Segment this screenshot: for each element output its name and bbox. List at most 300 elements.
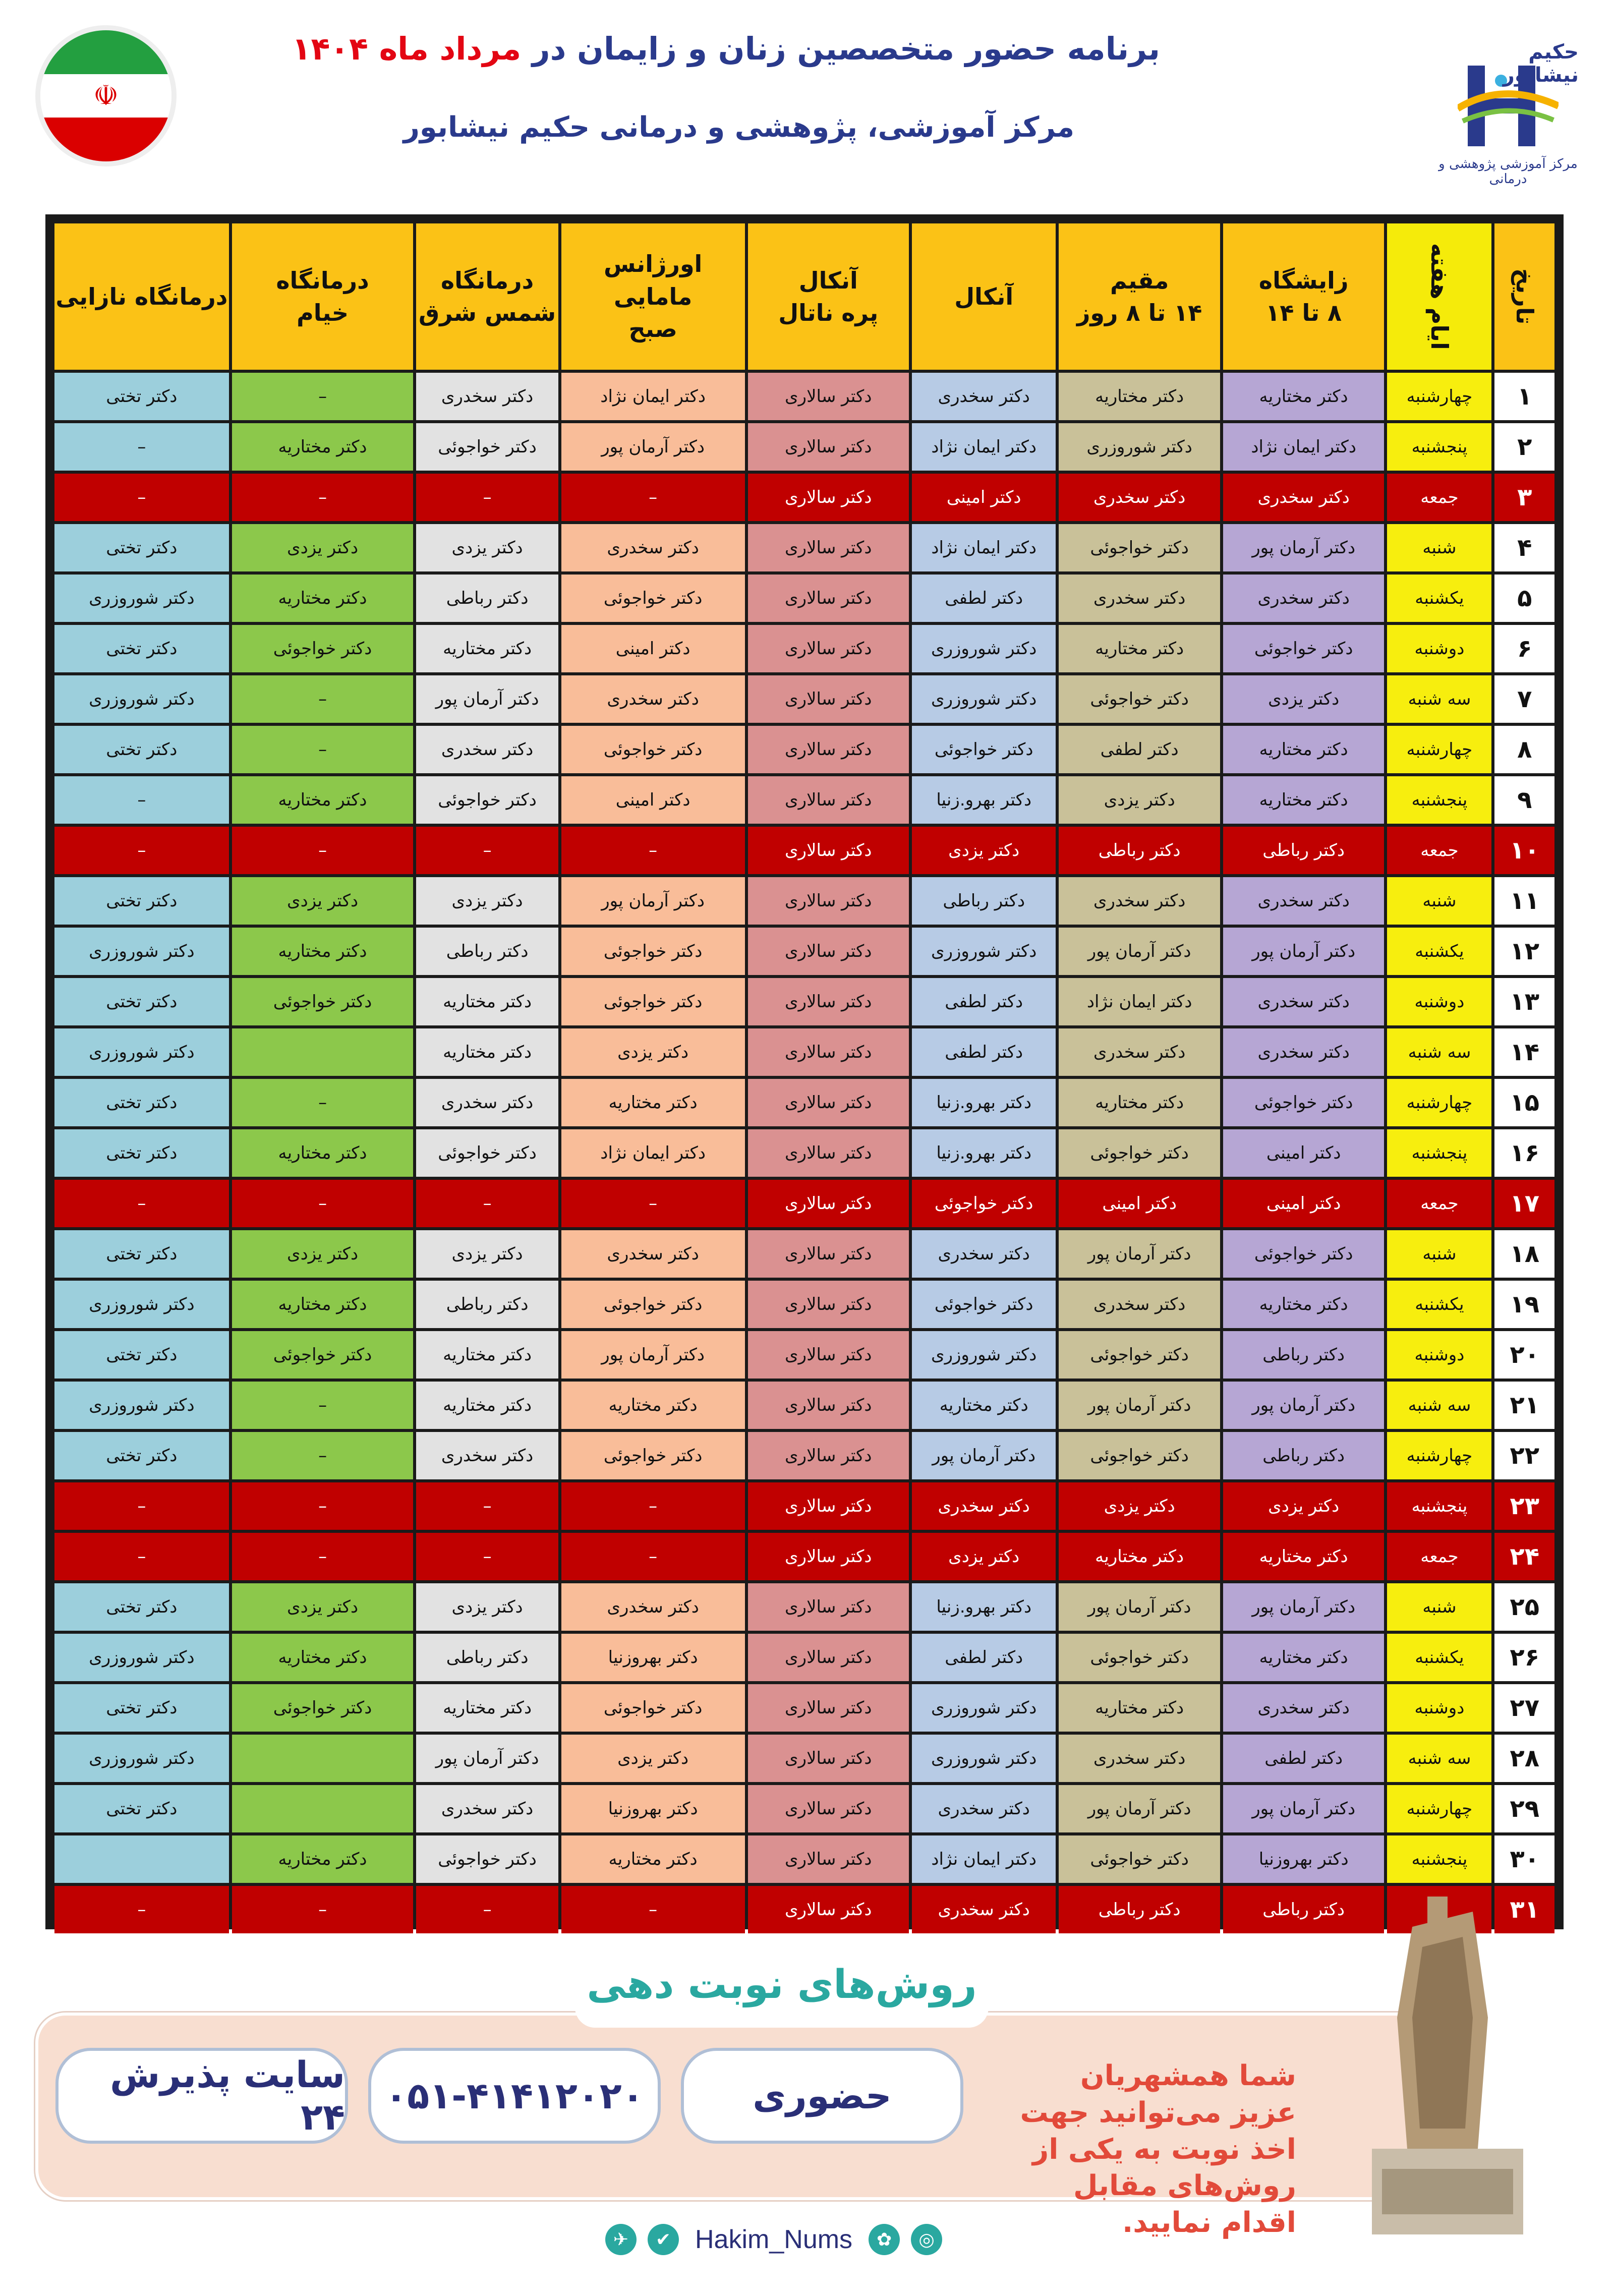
cell-naz: دکتر تختی	[54, 726, 229, 773]
cell-day: یکشنبه	[1387, 1281, 1491, 1328]
table-row	[54, 1028, 1554, 1076]
cell-khay: دکتر یزدی	[232, 1583, 414, 1631]
column-header-naz	[54, 223, 229, 370]
column-header-ank	[912, 223, 1056, 370]
cell-mog: دکتر خواجوئی	[1059, 1634, 1220, 1681]
cell-zay: دکتر آرمان پور	[1223, 1785, 1385, 1832]
cell-khay: دکتر مختاریه	[232, 1281, 414, 1328]
page-subtitle: مرکز آموزشی، پژوهشی و درمانی حکیم نیشابور	[403, 111, 1074, 144]
cell-day: دوشنبه	[1387, 978, 1491, 1025]
cell-pere: دکتر سالاری	[748, 575, 909, 622]
cell-day: پنجشنبه	[1387, 423, 1491, 471]
cell-khay: –	[232, 1533, 414, 1580]
cell-naz: دکتر شوروزری	[54, 675, 229, 723]
table-row	[54, 1079, 1554, 1126]
cell-zay: دکتر مختاریه	[1223, 1634, 1385, 1681]
title-prefix: برنامه حضور متخصصین زنان و زایمان در	[532, 30, 1160, 67]
cell-khay: دکتر یزدی	[232, 877, 414, 925]
column-header-sublabel: صبح	[628, 315, 677, 343]
cell-pere: دکتر سالاری	[748, 474, 909, 521]
cell-mog: دکتر شوروزری	[1059, 423, 1220, 471]
cell-mog: دکتر آرمان پور	[1059, 928, 1220, 975]
cell-urg: دکتر بهروزنیا	[561, 1785, 745, 1832]
table-row	[54, 1785, 1554, 1832]
column-header-sublabel: خیام	[297, 299, 349, 326]
column-header-mog	[1059, 223, 1220, 370]
cell-num: ۲۷	[1494, 1684, 1554, 1732]
table-row	[54, 1886, 1554, 1933]
cell-zay: دکتر مختاریه	[1223, 776, 1385, 824]
cell-urg: –	[561, 474, 745, 521]
in-person-button[interactable]: حضوری	[681, 2048, 963, 2144]
cell-ank: دکتر رباطی	[912, 877, 1056, 925]
cell-urg: دکتر آرمان پور	[561, 877, 745, 925]
cell-khay: دکتر مختاریه	[232, 575, 414, 622]
cell-ank: دکتر آرمان پور	[912, 1432, 1056, 1479]
phone-button[interactable]: ۰۵۱-۴۱۴۱۲۰۲۰	[368, 2048, 661, 2144]
table-row	[54, 675, 1554, 723]
cell-num: ۷	[1494, 675, 1554, 723]
cell-zay: دکتر سخدری	[1223, 474, 1385, 521]
cell-naz: دکتر تختی	[54, 625, 229, 672]
cell-num: ۶	[1494, 625, 1554, 672]
cell-khay: دکتر خواجوئی	[232, 1684, 414, 1732]
cell-pere: دکتر سالاری	[748, 524, 909, 571]
cell-zay: دکتر رباطی	[1223, 1886, 1385, 1933]
cell-urg: دکتر سخدری	[561, 524, 745, 571]
cell-pere: دکتر سالاری	[748, 1180, 909, 1227]
cell-khay: –	[232, 675, 414, 723]
cell-day: چهارشنبه	[1387, 1432, 1491, 1479]
cell-mog: دکتر رباطی	[1059, 827, 1220, 874]
cell-ank: دکتر سخدری	[912, 373, 1056, 420]
cell-urg: دکتر خواجوئی	[561, 575, 745, 622]
cell-pere: دکتر سالاری	[748, 978, 909, 1025]
cell-sham: دکتر مختاریه	[416, 978, 558, 1025]
cell-ank: دکتر ایمان نژاد	[912, 1835, 1056, 1883]
cell-pere: دکتر سالاری	[748, 1482, 909, 1530]
cell-num: ۱۹	[1494, 1281, 1554, 1328]
cell-mog: دکتر آرمان پور	[1059, 1785, 1220, 1832]
table-row	[54, 928, 1554, 975]
cell-khay: دکتر مختاریه	[232, 1634, 414, 1681]
cell-day: سه شنبه	[1387, 1028, 1491, 1076]
cell-sham: دکتر مختاریه	[416, 1028, 558, 1076]
cell-pere: دکتر سالاری	[748, 877, 909, 925]
cell-day: پنجشنبه	[1387, 1482, 1491, 1530]
table-row	[54, 1281, 1554, 1328]
cell-mog: دکتر خواجوئی	[1059, 524, 1220, 571]
table-header-row	[54, 223, 1554, 370]
cell-zay: دکتر آرمان پور	[1223, 524, 1385, 571]
cell-ank: دکتر یزدی	[912, 827, 1056, 874]
cell-pere: دکتر سالاری	[748, 726, 909, 773]
cell-mog: دکتر خواجوئی	[1059, 1331, 1220, 1379]
cell-naz: دکتر تختی	[54, 1785, 229, 1832]
column-header-day	[1387, 223, 1491, 370]
cell-ank: دکتر سخدری	[912, 1482, 1056, 1530]
cell-pere: دکتر سالاری	[748, 1735, 909, 1782]
cell-mog: دکتر رباطی	[1059, 1886, 1220, 1933]
cell-zay: دکتر سخدری	[1223, 1684, 1385, 1732]
cell-khay: –	[232, 726, 414, 773]
cell-sham: دکتر یزدی	[416, 877, 558, 925]
instagram-icon[interactable]: ◎	[911, 2224, 942, 2255]
cell-pere: دکتر سالاری	[748, 1533, 909, 1580]
reception-site-button[interactable]: سایت پذیرش ۲۴	[55, 2048, 348, 2144]
cell-ank: دکتر یزدی	[912, 1533, 1056, 1580]
cell-pere: دکتر سالاری	[748, 1583, 909, 1631]
cell-pere: دکتر سالاری	[748, 1331, 909, 1379]
table-row	[54, 575, 1554, 622]
cell-khay: دکتر خواجوئی	[232, 625, 414, 672]
cell-num: ۲۴	[1494, 1533, 1554, 1580]
flag-emblem: ☫	[93, 79, 119, 112]
cell-sham: –	[416, 1482, 558, 1530]
cell-naz: دکتر شوروزری	[54, 928, 229, 975]
cell-mog: دکتر لطفی	[1059, 726, 1220, 773]
cell-pere: دکتر سالاری	[748, 1634, 909, 1681]
cell-urg: دکتر مختاریه	[561, 1382, 745, 1429]
table-row	[54, 1129, 1554, 1177]
cell-pere: دکتر سالاری	[748, 1432, 909, 1479]
cell-naz: دکتر تختی	[54, 978, 229, 1025]
cell-num: ۲۹	[1494, 1785, 1554, 1832]
aparat-icon[interactable]: ✿	[869, 2224, 900, 2255]
cell-sham: دکتر یزدی	[416, 1230, 558, 1278]
cell-naz: دکتر تختی	[54, 373, 229, 420]
cell-sham: دکتر آرمان پور	[416, 1735, 558, 1782]
cell-urg: دکتر سخدری	[561, 1230, 745, 1278]
cell-zay: دکتر مختاریه	[1223, 373, 1385, 420]
column-header-label: تاریخ	[1511, 268, 1538, 325]
cell-sham: –	[416, 827, 558, 874]
table-body	[54, 373, 1554, 1933]
cell-khay	[232, 1028, 414, 1076]
cell-sham: دکتر رباطی	[416, 1634, 558, 1681]
cell-sham: دکتر آرمان پور	[416, 675, 558, 723]
cell-sham: دکتر خواجوئی	[416, 776, 558, 824]
cell-day: پنجشنبه	[1387, 1835, 1491, 1883]
column-header-urg	[561, 223, 745, 370]
cell-num: ۴	[1494, 524, 1554, 571]
cell-num: ۸	[1494, 726, 1554, 773]
page-title	[292, 30, 1160, 67]
cell-naz: –	[54, 423, 229, 471]
cell-ank: دکتر خواجوئی	[912, 1281, 1056, 1328]
monument-illustration	[1352, 1866, 1533, 2240]
logo-caption: مرکز آموزشی پژوهشی و درمانی	[1438, 156, 1578, 187]
cell-num: ۲۰	[1494, 1331, 1554, 1379]
cell-mog: دکتر سخدری	[1059, 1281, 1220, 1328]
cell-khay: –	[232, 1180, 414, 1227]
cell-naz: دکتر تختی	[54, 1331, 229, 1379]
cell-mog: دکتر مختاریه	[1059, 1533, 1220, 1580]
table-row	[54, 1432, 1554, 1479]
cell-naz: دکتر شوروزری	[54, 1028, 229, 1076]
table-row	[54, 474, 1554, 521]
cell-zay: دکتر سخدری	[1223, 978, 1385, 1025]
column-header-num	[1494, 223, 1554, 370]
table-row	[54, 1583, 1554, 1631]
cell-pere: دکتر سالاری	[748, 827, 909, 874]
cell-num: ۱۲	[1494, 928, 1554, 975]
cell-khay: دکتر مختاریه	[232, 776, 414, 824]
column-header-label: اورژانس مامایی	[603, 250, 703, 310]
cell-num: ۱۴	[1494, 1028, 1554, 1076]
cell-khay: –	[232, 1482, 414, 1530]
cell-zay: دکتر خواجوئی	[1223, 1230, 1385, 1278]
logo-text: حکیم نیشابور	[1503, 40, 1579, 87]
cell-ank: دکتر بهرو.زنیا	[912, 776, 1056, 824]
cell-urg: دکتر خواجوئی	[561, 978, 745, 1025]
cell-pere: دکتر سالاری	[748, 1079, 909, 1126]
cell-sham: دکتر رباطی	[416, 1281, 558, 1328]
cell-zay: دکتر ایمان نژاد	[1223, 423, 1385, 471]
cell-mog: دکتر سخدری	[1059, 1028, 1220, 1076]
cell-pere: دکتر سالاری	[748, 1230, 909, 1278]
cell-khay: –	[232, 1079, 414, 1126]
cell-ank: دکتر ایمان نژاد	[912, 423, 1056, 471]
cell-day: چهارشنبه	[1387, 373, 1491, 420]
cell-khay: –	[232, 827, 414, 874]
cell-sham: دکتر خواجوئی	[416, 423, 558, 471]
column-header-label: درمانگاه	[276, 266, 369, 294]
column-header-sublabel: پره ناتال	[778, 299, 879, 326]
cell-khay	[232, 1735, 414, 1782]
twitter-icon[interactable]: ✔	[648, 2224, 679, 2255]
cell-sham: دکتر مختاریه	[416, 1331, 558, 1379]
cell-ank: دکتر شوروزری	[912, 1735, 1056, 1782]
social-handle[interactable]: Hakim_Nums	[695, 2225, 853, 2254]
table-row	[54, 1684, 1554, 1732]
schedule-table	[51, 220, 1558, 1936]
page-header	[0, 0, 1614, 202]
cell-pere: دکتر سالاری	[748, 1835, 909, 1883]
cell-naz: دکتر تختی	[54, 524, 229, 571]
cell-sham: –	[416, 1886, 558, 1933]
table-row	[54, 1533, 1554, 1580]
cell-naz: دکتر تختی	[54, 877, 229, 925]
cell-urg: دکتر ایمان نژاد	[561, 373, 745, 420]
column-header-label: زایشگاه	[1258, 266, 1349, 294]
cell-urg: دکتر خواجوئی	[561, 928, 745, 975]
cell-urg: دکتر مختاریه	[561, 1079, 745, 1126]
telegram-icon[interactable]: ✈	[605, 2224, 637, 2255]
cell-urg: دکتر مختاریه	[561, 1835, 745, 1883]
cell-day: یکشنبه	[1387, 1634, 1491, 1681]
table-row	[54, 877, 1554, 925]
cell-sham: دکتر سخدری	[416, 373, 558, 420]
cell-ank: دکتر لطفی	[912, 1028, 1056, 1076]
cell-num: ۹	[1494, 776, 1554, 824]
cell-num: ۱۵	[1494, 1079, 1554, 1126]
cell-urg: دکتر خواجوئی	[561, 1432, 745, 1479]
cell-day: شنبه	[1387, 1230, 1491, 1278]
cell-urg: دکتر امینی	[561, 625, 745, 672]
cell-naz: دکتر تختی	[54, 1129, 229, 1177]
cell-day: یکشنبه	[1387, 928, 1491, 975]
table-row	[54, 373, 1554, 420]
cell-mog: دکتر سخدری	[1059, 1735, 1220, 1782]
cell-zay: دکتر مختاریه	[1223, 726, 1385, 773]
cell-num: ۱۶	[1494, 1129, 1554, 1177]
table-row	[54, 625, 1554, 672]
cell-khay: دکتر مختاریه	[232, 928, 414, 975]
cell-zay: دکتر رباطی	[1223, 1432, 1385, 1479]
cell-zay: دکتر خواجوئی	[1223, 1079, 1385, 1126]
table-row	[54, 1382, 1554, 1429]
table-row	[54, 524, 1554, 571]
cell-mog: دکتر یزدی	[1059, 1482, 1220, 1530]
cell-urg: دکتر بهروزنیا	[561, 1634, 745, 1681]
cell-khay: دکتر خواجوئی	[232, 978, 414, 1025]
column-header-label: درمانگاه	[440, 266, 534, 294]
cell-num: ۲۶	[1494, 1634, 1554, 1681]
cell-naz: دکتر تختی	[54, 1079, 229, 1126]
cell-day: جمعه	[1387, 827, 1491, 874]
column-header-sublabel: شمس شرق	[419, 299, 556, 326]
cell-mog: دکتر خواجوئی	[1059, 1835, 1220, 1883]
cell-num: ۱	[1494, 373, 1554, 420]
cell-ank: دکتر امینی	[912, 474, 1056, 521]
column-header-sham	[416, 223, 558, 370]
column-header-label: آنکال	[954, 282, 1014, 310]
title-month: مرداد ماه ۱۴۰۴	[292, 30, 522, 67]
cell-zay: دکتر آرمان پور	[1223, 928, 1385, 975]
cell-khay: –	[232, 1382, 414, 1429]
cell-pere: دکتر سالاری	[748, 1382, 909, 1429]
cell-num: ۲۱	[1494, 1382, 1554, 1429]
cell-day: چهارشنبه	[1387, 726, 1491, 773]
cell-sham: دکتر مختاریه	[416, 1382, 558, 1429]
cell-naz: –	[54, 474, 229, 521]
cell-day: سه شنبه	[1387, 675, 1491, 723]
cell-day: یکشنبه	[1387, 575, 1491, 622]
cell-day: شنبه	[1387, 1583, 1491, 1631]
cell-naz: دکتر شوروزری	[54, 1281, 229, 1328]
cell-zay: دکتر یزدی	[1223, 675, 1385, 723]
cell-num: ۳۱	[1494, 1886, 1554, 1933]
table-row	[54, 1735, 1554, 1782]
table-row	[54, 776, 1554, 824]
cell-sham: دکتر رباطی	[416, 928, 558, 975]
cell-sham: دکتر سخدری	[416, 1079, 558, 1126]
table-row	[54, 1634, 1554, 1681]
column-header-khay	[232, 223, 414, 370]
cell-ank: دکتر سخدری	[912, 1886, 1056, 1933]
cell-day: جمعه	[1387, 474, 1491, 521]
cell-ank: دکتر شوروزری	[912, 928, 1056, 975]
schedule-table-frame	[45, 214, 1564, 1929]
cell-day: دوشنبه	[1387, 625, 1491, 672]
cell-num: ۲۳	[1494, 1482, 1554, 1530]
cell-naz: دکتر تختی	[54, 1432, 229, 1479]
table-row	[54, 1180, 1554, 1227]
hakim-logo	[1427, 40, 1579, 187]
cell-naz: دکتر شوروزری	[54, 1735, 229, 1782]
cell-pere: دکتر سالاری	[748, 373, 909, 420]
cell-pere: دکتر سالاری	[748, 1129, 909, 1177]
cell-mog: دکتر آرمان پور	[1059, 1230, 1220, 1278]
cell-mog: دکتر آرمان پور	[1059, 1583, 1220, 1631]
cell-ank: دکتر شوروزری	[912, 1331, 1056, 1379]
cell-day: شنبه	[1387, 524, 1491, 571]
column-header-label: مقیم	[1110, 266, 1169, 294]
cell-khay: دکتر مختاریه	[232, 1835, 414, 1883]
cell-khay	[232, 1785, 414, 1832]
cell-urg: دکتر ایمان نژاد	[561, 1129, 745, 1177]
cell-khay: –	[232, 1432, 414, 1479]
cell-mog: دکتر مختاریه	[1059, 625, 1220, 672]
cell-naz: دکتر شوروزری	[54, 1382, 229, 1429]
cell-zay: دکتر سخدری	[1223, 575, 1385, 622]
cell-num: ۱۳	[1494, 978, 1554, 1025]
cell-urg: دکتر آرمان پور	[561, 1331, 745, 1379]
cell-khay: –	[232, 474, 414, 521]
cell-ank: دکتر لطفی	[912, 978, 1056, 1025]
cell-pere: دکتر سالاری	[748, 776, 909, 824]
cell-day: سه شنبه	[1387, 1735, 1491, 1782]
cell-naz: دکتر شوروزری	[54, 1634, 229, 1681]
cell-sham: –	[416, 1533, 558, 1580]
cell-urg: دکتر یزدی	[561, 1028, 745, 1076]
cell-day: دوشنبه	[1387, 1684, 1491, 1732]
cell-ank: دکتر شوروزری	[912, 625, 1056, 672]
cell-day: چهارشنبه	[1387, 1079, 1491, 1126]
cell-mog: دکتر ایمان نژاد	[1059, 978, 1220, 1025]
cell-pere: دکتر سالاری	[748, 1028, 909, 1076]
cell-pere: دکتر سالاری	[748, 928, 909, 975]
cell-num: ۳۰	[1494, 1835, 1554, 1883]
cell-sham: دکتر یزدی	[416, 524, 558, 571]
cell-num: ۲۸	[1494, 1735, 1554, 1782]
cell-day: چهارشنبه	[1387, 1785, 1491, 1832]
cell-pere: دکتر سالاری	[748, 625, 909, 672]
cell-num: ۲۲	[1494, 1432, 1554, 1479]
cell-mog: دکتر آرمان پور	[1059, 1382, 1220, 1429]
cell-num: ۲۵	[1494, 1583, 1554, 1631]
cell-naz: –	[54, 776, 229, 824]
cell-sham: دکتر سخدری	[416, 1432, 558, 1479]
cell-sham: دکتر مختاریه	[416, 1684, 558, 1732]
cell-khay: –	[232, 1886, 414, 1933]
cell-urg: –	[561, 1482, 745, 1530]
cell-day: شنبه	[1387, 877, 1491, 925]
cell-pere: دکتر سالاری	[748, 1886, 909, 1933]
cell-ank: دکتر لطفی	[912, 575, 1056, 622]
cell-zay: دکتر رباطی	[1223, 1331, 1385, 1379]
cell-ank: دکتر بهرو.زنیا	[912, 1079, 1056, 1126]
cell-khay: دکتر یزدی	[232, 524, 414, 571]
cell-mog: دکتر خواجوئی	[1059, 1432, 1220, 1479]
cell-mog: دکتر مختاریه	[1059, 373, 1220, 420]
cell-mog: دکتر یزدی	[1059, 776, 1220, 824]
cell-ank: دکتر خواجوئی	[912, 1180, 1056, 1227]
cell-ank: دکتر شوروزری	[912, 1684, 1056, 1732]
cell-mog: دکتر امینی	[1059, 1180, 1220, 1227]
cell-khay: دکتر خواجوئی	[232, 1331, 414, 1379]
cell-ank: دکتر ایمان نژاد	[912, 524, 1056, 571]
cell-num: ۱۰	[1494, 827, 1554, 874]
cell-urg: دکتر خواجوئی	[561, 1684, 745, 1732]
cell-sham: –	[416, 1180, 558, 1227]
cell-zay: دکتر رباطی	[1223, 827, 1385, 874]
cell-naz: –	[54, 827, 229, 874]
cell-mog: دکتر خواجوئی	[1059, 675, 1220, 723]
column-header-pere	[748, 223, 909, 370]
cell-sham: دکتر رباطی	[416, 575, 558, 622]
